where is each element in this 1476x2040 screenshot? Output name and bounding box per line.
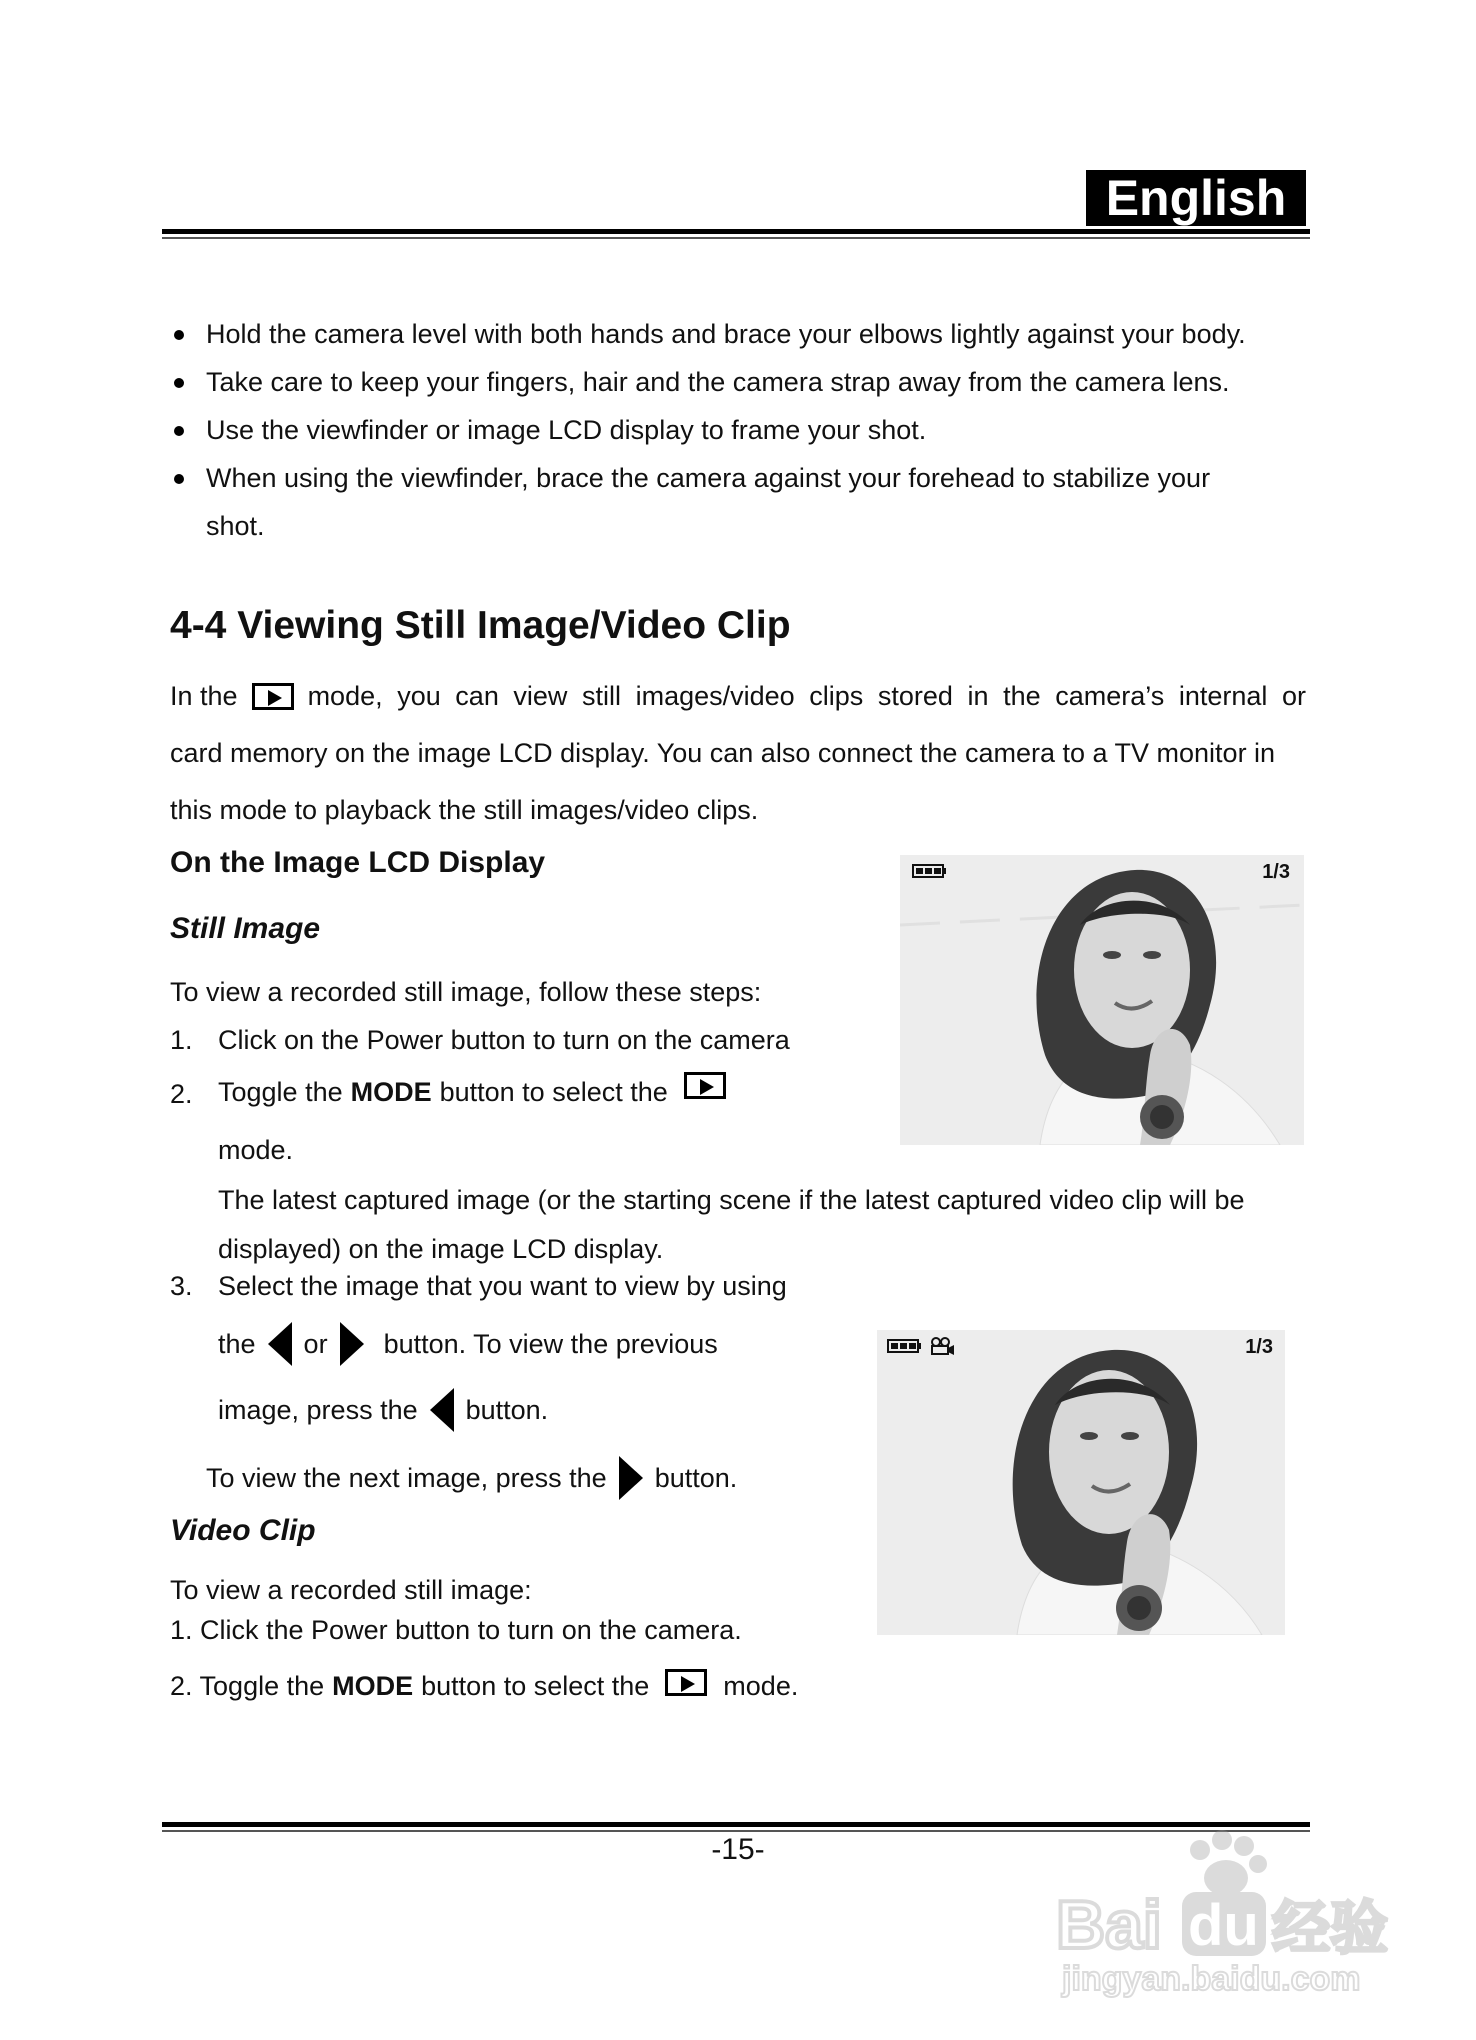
bullet-text: Hold the camera level with both hands and brace your elbows lightly against your body. [206, 319, 1246, 349]
bullet-text: Use the viewfinder or image LCD display to frame your shot. [206, 415, 927, 445]
section-intro-line1 [170, 678, 1306, 714]
video-intro: To view a recorded still image: [170, 1575, 532, 1605]
still-intro: To view a recorded still image, follow these steps: [170, 977, 762, 1007]
step2-tail: mode. [218, 1135, 294, 1165]
section-intro-line2: card memory on the image LCD display. You can also connect the camera to a TV monitor in [170, 738, 1276, 768]
step3-line2-post: button. To view the previous [383, 1329, 718, 1359]
still-image-heading: Still Image [170, 912, 321, 945]
baidu-logo-icon [1050, 1820, 1450, 2000]
step2-note-line1: The latest captured image (or the starting scene if the latest captured video clip will be [218, 1185, 1245, 1215]
intro-post: mode, you can view still images/video clips stored in the camera’s internal or [307, 681, 1306, 711]
lcd-heading: On the Image LCD Display [170, 846, 546, 879]
step3-line3-pre: image, press the [218, 1395, 418, 1425]
video-step2-tail: mode. [723, 1671, 799, 1701]
section-title: 4-4 Viewing Still Image/Video Clip [170, 604, 791, 647]
bullet-text: When using the viewfinder, brace the camera against your forehead to stabilize your [206, 463, 1211, 493]
baidu-watermark [1050, 1820, 1450, 2005]
video-step2-pre: 2. Toggle the [170, 1671, 325, 1701]
lcd-screen-still [900, 855, 1304, 1145]
step3-line3 [218, 1388, 548, 1432]
left-arrow-icon [430, 1388, 454, 1432]
mode-label: MODE [350, 1077, 432, 1107]
step1-text: Click on the Power button to turn on the camera [218, 1025, 790, 1055]
step2-number: 2. [170, 1079, 193, 1109]
portrait-photo [877, 1330, 1285, 1635]
right-arrow-icon [340, 1322, 364, 1366]
right-arrow-icon [619, 1456, 643, 1500]
step1-number: 1. [170, 1025, 193, 1055]
bullet-dot [174, 474, 184, 484]
svg-text:jingyan.baidu.com: jingyan.baidu.com [1062, 1960, 1361, 1998]
portrait-photo [900, 855, 1304, 1145]
battery-icon [887, 1338, 923, 1354]
bullet-dot [174, 330, 184, 340]
language-tab: English [1086, 170, 1306, 226]
next-pre: To view the next image, press the [206, 1463, 607, 1493]
mode-label: MODE [332, 1671, 414, 1701]
intro-pre: In the [170, 681, 238, 711]
header-rule-thin [162, 237, 1310, 239]
step2-pre: Toggle the [218, 1077, 343, 1107]
video-counter: 1/3 [1245, 1336, 1273, 1358]
video-step2 [170, 1668, 798, 1704]
battery-icon [912, 863, 948, 879]
step3-line1: Select the image that you want to view by using [218, 1271, 787, 1301]
playback-icon [252, 683, 294, 710]
step3-line2 [218, 1322, 718, 1366]
step3-or: or [303, 1329, 328, 1359]
lcd-screen-video [877, 1330, 1285, 1635]
page-number: -15- [711, 1833, 765, 1866]
next-post: button. [654, 1463, 738, 1493]
video-step1: 1. Click the Power button to turn on the camera. [170, 1615, 742, 1645]
bullet-text: Take care to keep your fingers, hair and the camera strap away from the camera lens. [206, 367, 1230, 397]
step3-number: 3. [170, 1271, 193, 1301]
step2-note-line2: displayed) on the image LCD display. [218, 1234, 664, 1264]
header-rule [162, 229, 1310, 234]
step2-line [218, 1074, 726, 1110]
bullet-dot [174, 426, 184, 436]
svg-text:Bai: Bai [1056, 1887, 1162, 1963]
video-step2-post: button to select the [421, 1671, 650, 1701]
video-clip-heading: Video Clip [170, 1514, 316, 1547]
step2-post: button to select the [439, 1077, 668, 1107]
svg-text:du: du [1188, 1893, 1259, 1958]
bullet-text-continued: shot. [206, 511, 265, 541]
svg-text:经验: 经验 [1272, 1894, 1389, 1962]
image-counter: 1/3 [1262, 861, 1290, 883]
step3-line3-post: button. [465, 1395, 549, 1425]
bullet-dot [174, 378, 184, 388]
step3-the: the [218, 1329, 256, 1359]
section-intro-line3: this mode to playback the still images/video clips. [170, 795, 759, 825]
video-camera-icon [929, 1336, 955, 1356]
next-image-line [206, 1456, 737, 1500]
playback-icon [665, 1669, 707, 1696]
left-arrow-icon [268, 1322, 292, 1366]
playback-icon [684, 1072, 726, 1099]
